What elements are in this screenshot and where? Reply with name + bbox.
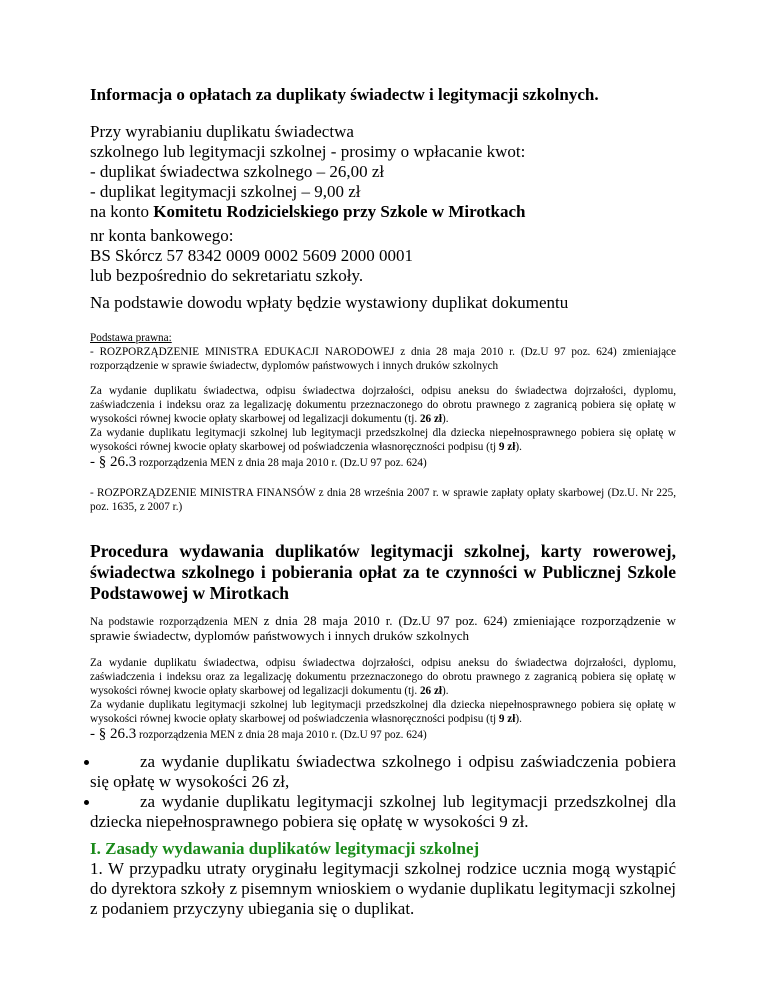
section-1-text: 1. W przypadku utraty oryginału legitymacji szkolnej rodzice ucznia mogą wystąpić do dyrektora szkoły z pisemnym wnioskiem o wydanie duplikatu legitymacji szkolnej z podaniem przyczyny ubiegania się o duplikat. — [90, 859, 676, 918]
procedure-heading: Procedura wydawania duplikatów legitymacji szkolnej, karty rowerowej, świadectwa szkolnego i pobierania opłat za te czynności w Publicznej Szkole Podstawowej w Mirotkach — [90, 541, 676, 603]
intro-line: Przy wyrabianiu duplikatu świadectwa — [90, 122, 354, 141]
procedure-basis: Na podstawie rozporządzenia MEN z dnia 28 maja 2010 r. (Dz.U 97 poz. 624) zmieniające rozporządzenie w sprawie świadectw, dyplomów państwowych i innych druków szkolnych — [90, 613, 676, 643]
finance-regulation: - ROZPORZĄDZENIE MINISTRA FINANSÓW z dnia 28 września 2007 r. w sprawie zapłaty opłaty skarbowej (Dz.U. Nr 225, poz. 1635, z 2007 r.) — [90, 487, 676, 513]
bullet-icon — [84, 760, 89, 765]
document-title: Informacja o opłatach za duplikaty świadectw i legitymacji szkolnych. — [90, 85, 599, 104]
section-heading-1: I. Zasady wydawania duplikatów legitymacji szkolnej — [90, 839, 480, 858]
bank-account-block — [90, 226, 676, 286]
list-item: za wydanie duplikatu legitymacji szkolnej lub legitymacji przedszkolnej dla dziecka niepełnosprawnego pobiera się opłatę w wysokości 9 zł. — [90, 792, 676, 832]
account-alternative: lub bezpośrednio do sekretariatu szkoły. — [90, 266, 364, 285]
fees-paragraph-2: Za wydanie duplikatu świadectwa, odpisu świadectwa dojrzałości, odpisu aneksu do świadectwa dojrzałości, dyplomu, zaświadczenia i indeksu oraz za legalizację dokumentu przeznaczonego do obrotu prawnego z zagranicą pobiera się opłatę w wysokości równej kwocie opłaty skarbowej od legalizacji dokumentu (tj. 26 zł). Za wydanie duplikatu legitymacji szkolnej lub legitymacji przedszkolnej dla dziecka niepełnosprawnego pobiera się opłatę w wysokości równej kwocie opłaty skarbowej od poświadczenia własnoręczności podpisu (tj 9 zł). - § 26.3 rozporządzenia MEN z dnia 28 maja 2010 r. (Dz.U 97 poz. 624) — [90, 657, 676, 742]
list-item: za wydanie duplikatu świadectwa szkolnego i odpisu zaświadczenia pobiera się opłatę w wysokości 26 zł, — [90, 752, 676, 792]
account-number: BS Skórcz 57 8342 0009 0002 5609 2000 0001 — [90, 246, 413, 265]
duplicate-notice: Na podstawie dowodu wpłaty będzie wystawiony duplikat dokumentu — [90, 293, 569, 312]
fees-paragraph-1: Za wydanie duplikatu świadectwa, odpisu świadectwa dojrzałości, odpisu aneksu do świadectwa dojrzałości, dyplomu, zaświadczenia i indeksu oraz za legalizację dokumentu przeznaczonego do obrotu prawnego z zagranicą pobiera się opłatę w wysokości równej kwocie opłaty skarbowej od legalizacji dokumentu (tj. 26 zł). Za wydanie duplikatu legitymacji szkolnej lub legitymacji przedszkolnej dla dziecka niepełnosprawnego pobiera się opłatę w wysokości równej kwocie opłaty skarbowej od poświadczenia własnoręczności podpisu (tj 9 zł). - § 26.3 rozporządzenia MEN z dnia 28 maja 2010 r. (Dz.U 97 poz. 624) — [90, 385, 676, 470]
bullet-icon — [84, 800, 89, 805]
legal-basis-heading: Podstawa prawna: — [90, 332, 172, 344]
account-holder-name: Komitetu Rodzicielskiego przy Szkole w Mirotkach — [153, 202, 526, 221]
fee-line-certificate: - duplikat świadectwa szkolnego – 26,00 zł — [90, 162, 385, 181]
fee-line-id-card: - duplikat legitymacji szkolnej – 9,00 zł — [90, 182, 361, 201]
account-label: nr konta bankowego: — [90, 226, 234, 245]
intro-line: szkolnego lub legitymacji szkolnej - prosimy o wpłacanie kwot: — [90, 142, 526, 161]
account-holder-line: na konto Komitetu Rodzicielskiego przy Szkole w Mirotkach — [90, 202, 526, 221]
legal-basis-text: - ROZPORZĄDZENIE MINISTRA EDUKACJI NARODOWEJ z dnia 28 maja 2010 r. (Dz.U 97 poz. 624) zmieniające rozporządzenie w sprawie świadectw, dyplomów państwowych i innych druków szkolnych — [90, 346, 676, 372]
intro-block — [90, 122, 676, 222]
fee-bullet-list — [90, 752, 676, 832]
legal-basis — [90, 331, 676, 373]
